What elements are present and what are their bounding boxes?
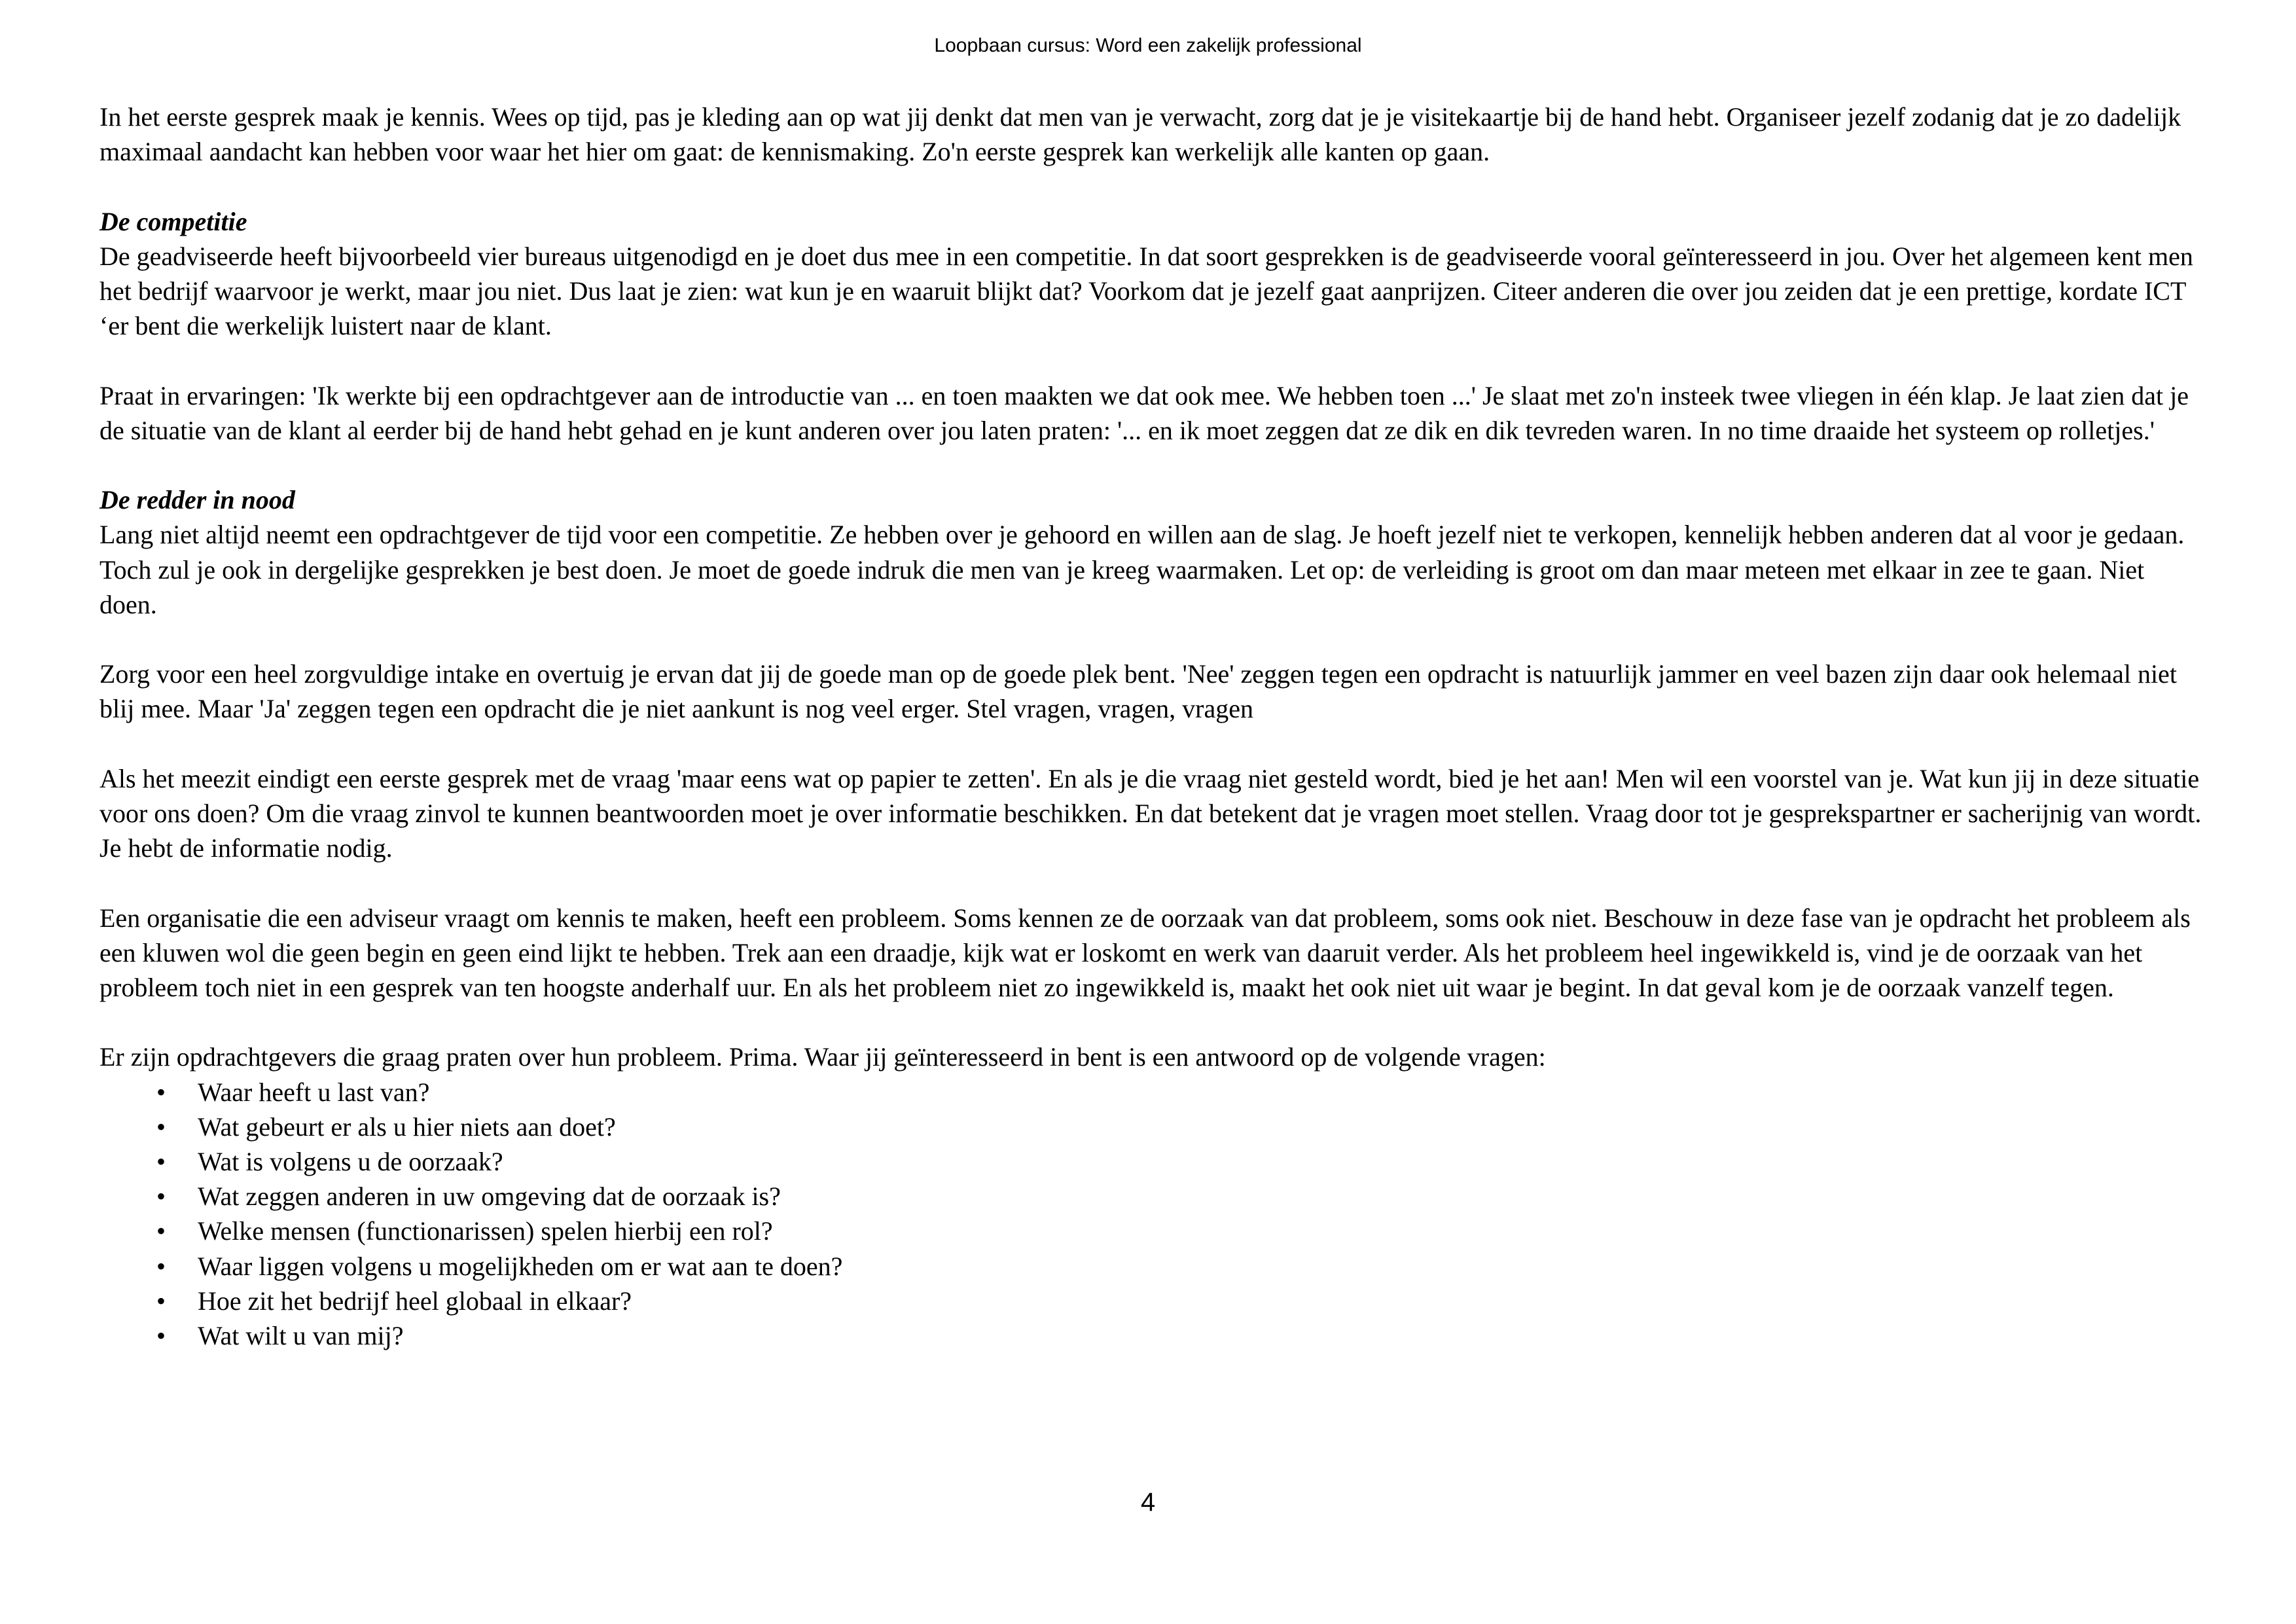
- bullet-icon: •: [156, 1182, 166, 1212]
- bullet-icon: •: [156, 1146, 166, 1176]
- bullet-icon: •: [156, 1111, 166, 1142]
- bullet-icon: •: [156, 1286, 166, 1316]
- intro-paragraph: In het eerste gesprek maak je kennis. Wees op tijd, pas je kleding aan op wat jij denkt dat men van je verwacht, zorg dat je je visitekaartje bij de hand hebt. Organiseer jezelf zodanig dat je zo dadelijk maximaal aandacht kan hebben voor waar het hier om gaat: de kennismaking. Zo'n eerste gesprek kan werkelijk alle kanten op gaan.: [99, 102, 2181, 167]
- list-item-text: Wat wilt u van mij?: [198, 1321, 404, 1350]
- list-item: [148, 1144, 2207, 1179]
- section-title-competitie: De competitie: [99, 206, 247, 236]
- list-item: [148, 1284, 2207, 1318]
- list-item-text: Waar heeft u last van?: [198, 1077, 430, 1107]
- section-title-redder-in-nood: De redder in nood: [99, 485, 295, 515]
- question-list: [99, 1075, 2207, 1354]
- list-item: [148, 1179, 2207, 1214]
- list-item-text: Waar liggen volgens u mogelijkheden om er wat aan te doen?: [198, 1251, 843, 1281]
- list-item-text: Wat zeggen anderen in uw omgeving dat de oorzaak is?: [198, 1182, 781, 1212]
- list-item: [148, 1075, 2207, 1110]
- list-item: [148, 1214, 2207, 1248]
- page-header: Loopbaan cursus: Word een zakelijk professional: [934, 35, 1362, 56]
- paragraph: Lang niet altijd neemt een opdrachtgever de tijd voor een competitie. Ze hebben over je gehoord en willen aan de slag. Je hoeft jezelf niet te verkopen, kennelijk hebben anderen dat al voor je gedaan. Toch zul je ook in dergelijke gesprekken je best doen. Je moet de goede indruk die men van je kreeg waarmaken. Let op: de verleiding is groot om dan maar meteen met elkaar in zee te gaan. Niet doen.: [99, 520, 2185, 619]
- paragraph: Een organisatie die een adviseur vraagt om kennis te maken, heeft een probleem. Soms kennen ze de oorzaak van dat probleem, soms ook niet. Beschouw in deze fase van je opdracht het probleem als een kluwen wol die geen begin en geen eind lijkt te hebben. Trek aan een draadje, kijk wat er loskomt en werk van daaruit verder. Als het probleem heel ingewikkeld is, vind je de oorzaak van het probleem toch niet in een gesprek van ten hoogste anderhalf uur. En als het probleem niet zo ingewikkeld is, maakt het ook niet uit waar je begint. In dat geval kom je de oorzaak vanzelf tegen.: [99, 903, 2191, 1002]
- list-item: [148, 1249, 2207, 1284]
- page-number: 4: [1140, 1488, 1156, 1517]
- list-item-text: Hoe zit het bedrijf heel globaal in elkaar?: [198, 1286, 632, 1316]
- list-item: [148, 1110, 2207, 1144]
- document-body: [99, 99, 2207, 1353]
- bullet-icon: •: [156, 1077, 166, 1107]
- bullet-icon: •: [156, 1216, 166, 1246]
- list-item-text: Wat is volgens u de oorzaak?: [198, 1146, 503, 1176]
- paragraph: Er zijn opdrachtgevers die graag praten over hun probleem. Prima. Waar jij geïnteresseerd in bent is een antwoord op de volgende vragen:: [99, 1042, 1546, 1072]
- list-item-text: Wat gebeurt er als u hier niets aan doet?: [198, 1111, 616, 1142]
- bullet-icon: •: [156, 1321, 166, 1350]
- list-item: [148, 1318, 2207, 1353]
- paragraph: Zorg voor een heel zorgvuldige intake en overtuig je ervan dat jij de goede man op de goede plek bent. 'Nee' zeggen tegen een opdracht is natuurlijk jammer en veel bazen zijn daar ook helemaal niet blij mee. Maar 'Ja' zeggen tegen een opdracht die je niet aankunt is nog veel erger. Stel vragen, vragen, vragen: [99, 659, 2177, 724]
- paragraph: De geadviseerde heeft bijvoorbeeld vier bureaus uitgenodigd en je doet dus mee in een competitie. In dat soort gesprekken is de geadviseerde vooral geïnteresseerd in jou. Over het algemeen kent men het bedrijf waarvoor je werkt, maar jou niet. Dus laat je zien: wat kun je en waaruit blijkt dat? Voorkom dat je jezelf gaat aanprijzen. Citeer anderen die over jou zeiden dat je een prettige, kordate ICT ‘er bent die werkelijk luistert naar de klant.: [99, 241, 2193, 341]
- bullet-icon: •: [156, 1251, 166, 1281]
- paragraph: Praat in ervaringen: 'Ik werkte bij een opdrachtgever aan de introductie van ... en toen maakten we dat ook mee. We hebben toen ...' Je slaat met zo'n insteek twee vliegen in één klap. Je laat zien dat je de situatie van de klant al eerder bij de hand hebt gehad en je kunt anderen over jou laten praten: '... en ik moet zeggen dat ze dik en dik tevreden waren. In no time draaide het systeem op rolletjes.': [99, 380, 2189, 445]
- paragraph: Als het meezit eindigt een eerste gesprek met de vraag 'maar eens wat op papier te zetten'. En als je die vraag niet gesteld wordt, bied je het aan! Men wil een voorstel van je. Wat kun jij in deze situatie voor ons doen? Om die vraag zinvol te kunnen beantwoorden moet je over informatie beschikken. En dat betekent dat je vragen moet stellen. Vraag door tot je gesprekspartner er sacherijnig van wordt. Je hebt de informatie nodig.: [99, 763, 2202, 863]
- list-item-text: Welke mensen (functionarissen) spelen hierbij een rol?: [198, 1216, 773, 1246]
